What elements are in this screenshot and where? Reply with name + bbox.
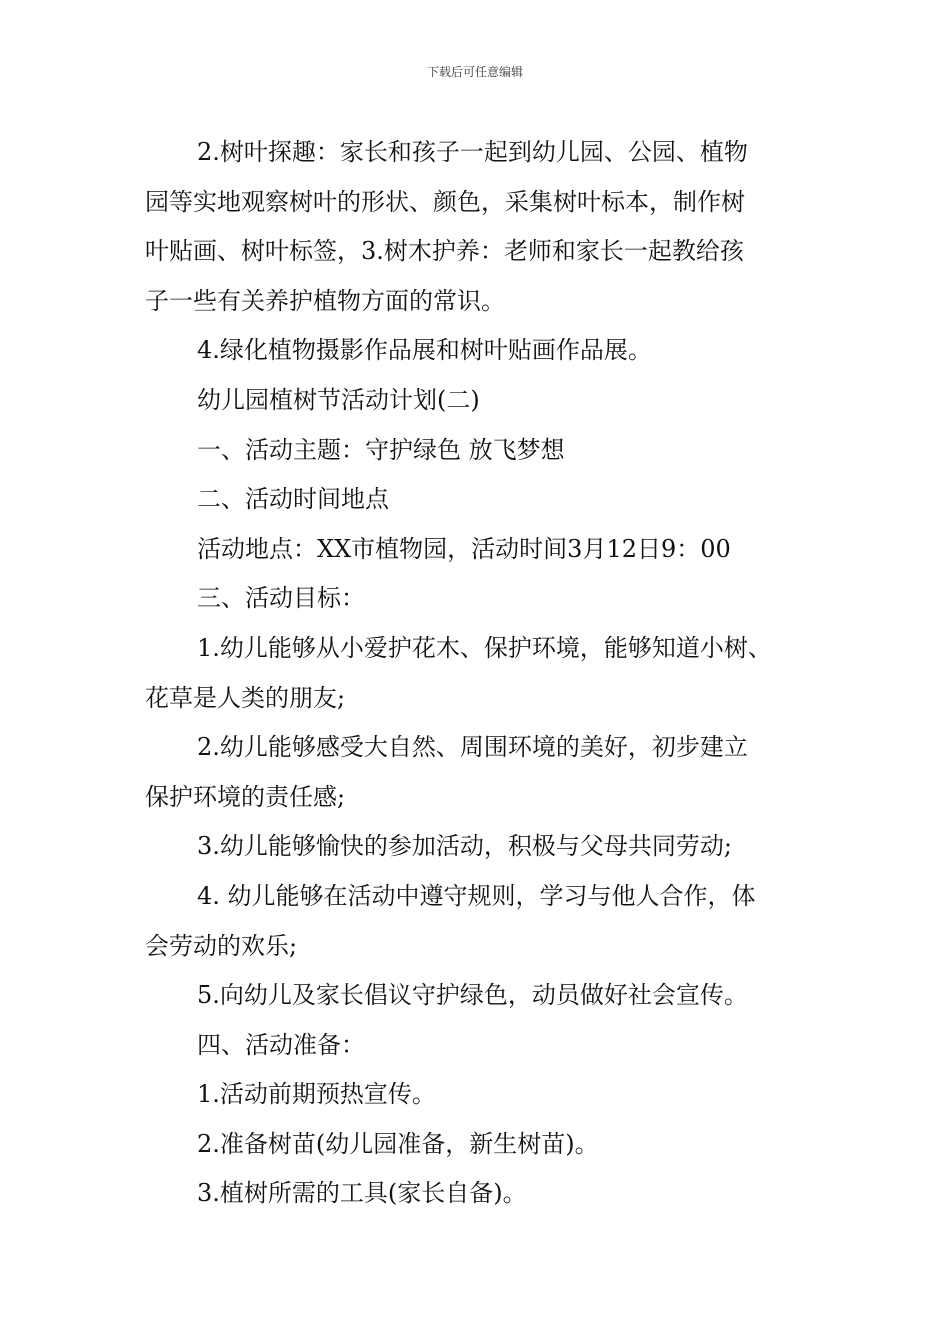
body-line: 2.准备树苗(幼儿园准备，新生树苗)。 [197,1129,599,1158]
section-title: 幼儿园植树节活动计划(二) [197,385,480,414]
document-body [145,128,810,1219]
body-line: 3.幼儿能够愉快的参加活动，积极与父母共同劳动; [197,832,732,861]
body-line: 四、活动准备： [197,1030,365,1059]
body-line: 二、活动时间地点 [197,485,389,514]
body-line: 花草是人类的朋友; [145,683,346,712]
body-line: 1.幼儿能够从小爱护花木、保护环境，能够知道小树、 [197,633,772,662]
body-line: 叶贴画、树叶标签，3.树木护养：老师和家长一起教给孩 [145,237,744,266]
body-line: 2.树叶探趣：家长和孩子一起到幼儿园、公园、植物 [197,138,748,166]
body-line: 5.向幼儿及家长倡议守护绿色，动员做好社会宣传。 [197,981,748,1010]
body-line: 3.植树所需的工具(家长自备)。 [197,1179,527,1208]
page-header: 下载后可任意编辑 [426,65,523,79]
body-line: 4.绿化植物摄影作品展和树叶贴画作品展。 [197,336,652,365]
body-line: 1.活动前期预热宣传。 [197,1080,436,1109]
body-line: 一、活动主题：守护绿色 放飞梦想 [197,435,565,464]
body-line: 2.幼儿能够感受大自然、周围环境的美好，初步建立 [197,733,748,762]
body-line: 4. 幼儿能够在活动中遵守规则，学习与他人合作，体 [197,881,756,910]
body-line: 园等实地观察树叶的形状、颜色，采集树叶标本，制作树 [145,187,745,216]
body-line: 子一些有关养护植物方面的常识。 [145,286,505,315]
body-line: 三、活动目标： [197,584,365,613]
body-line: 会劳动的欢乐; [145,931,298,960]
body-line: 保护环境的责任感; [145,782,346,811]
body-line: 活动地点：XX市植物园，活动时间3月12日9：00 [197,534,731,563]
